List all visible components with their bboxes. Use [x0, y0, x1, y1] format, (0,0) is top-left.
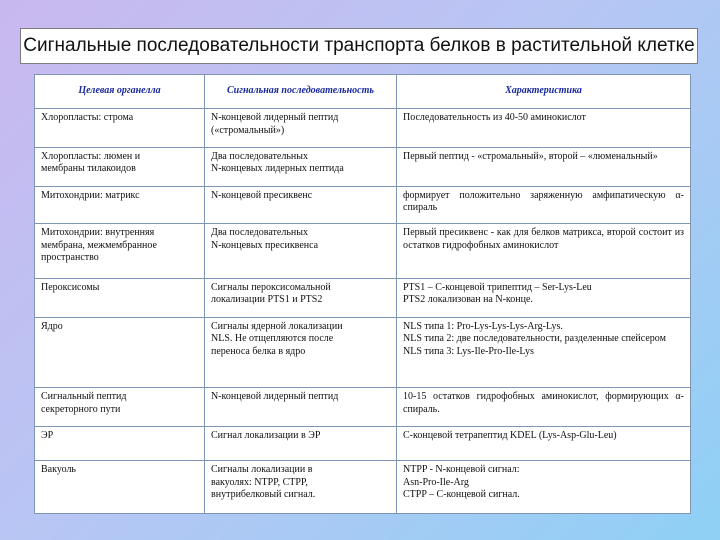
slide-title-text: Сигнальные последовательности транспорта белков в растительной клетке: [23, 35, 695, 56]
cell-text-line: Хлоропласты: люмен и: [41, 150, 141, 162]
cell-feature: [397, 147, 691, 186]
cell-text-line: Два последовательных: [211, 150, 308, 162]
table-row: [35, 186, 691, 224]
cell-text-line: Пероксисомы: [41, 281, 100, 293]
header-signal: Сигнальная последовательность: [205, 75, 397, 109]
cell-text-line: Митохондрии: внутренняя: [41, 227, 155, 239]
cell-signal: [205, 461, 397, 514]
cell-feature: [397, 278, 691, 317]
cell-organelle: [35, 109, 205, 148]
cell-text-line: Сигналы ядерной локализации: [211, 320, 343, 332]
cell-text-line: CTPP – C-концевой сигнал.: [403, 489, 520, 501]
cell-text-line: Сигналы локализации в: [211, 464, 313, 476]
cell-signal: [205, 186, 397, 224]
cell-text-line: NLS. Не отщепляются после: [211, 333, 334, 345]
cell-signal: [205, 278, 397, 317]
cell-text-line: N-концевой лидерный пептид: [211, 391, 339, 403]
cell-text-line: PTS2 локализован на N-конце.: [403, 294, 533, 306]
header-feature: Характеристика: [397, 75, 691, 109]
cell-signal: [205, 427, 397, 461]
cell-text-line: мембраны тилакоидов: [41, 163, 136, 175]
table-row: [35, 224, 691, 279]
cell-text-line: Последовательность из 40-50 аминокислот: [403, 112, 586, 123]
cell-organelle: [35, 317, 205, 388]
cell-text-line: Первый пептид - «стромальный», второй – «люменальный»: [403, 150, 658, 162]
cell-text-line: Сигнальный пептид: [41, 391, 127, 403]
cell-signal: [205, 388, 397, 427]
cell-text-line: NLS типа 1: Pro-Lys-Lys-Lys-Arg-Lys.: [403, 320, 563, 332]
header-organelle: Целевая органелла: [35, 75, 205, 109]
cell-organelle: [35, 278, 205, 317]
cell-text-line: Сигнал локализации в ЭР: [211, 430, 321, 442]
table-row: [35, 317, 691, 388]
cell-text-line: Ядро: [41, 320, 63, 332]
table-row: [35, 461, 691, 514]
signal-table-container: [34, 74, 690, 514]
cell-feature: [397, 388, 691, 427]
cell-text-line: NLS типа 3: Lys-Ile-Pro-Ile-Lys: [403, 345, 534, 357]
cell-signal: [205, 224, 397, 279]
cell-text-line: NLS типа 2: две последовательности, разделенные спейсером: [403, 333, 666, 345]
cell-signal: [205, 147, 397, 186]
cell-text-line: N-концевой лидерный пептид: [211, 112, 339, 123]
cell-text-line: С-концевой тетрапептид KDEL (Lys-Asp-Glu-Leu): [403, 430, 617, 442]
cell-text-line: Сигналы пероксисомальной: [211, 281, 331, 293]
cell-text-line: Хлоропласты: строма: [41, 112, 134, 123]
cell-organelle: [35, 427, 205, 461]
cell-text-line: вакуолях: NTPP, CTPP,: [211, 476, 308, 488]
cell-text-line: 10-15 остатков гидрофобных аминокислот, формирующих α-спираль.: [403, 391, 684, 415]
cell-text-line: пространство: [41, 252, 99, 264]
cell-text-line: N-концевых пресиквенса: [211, 239, 319, 251]
cell-text-line: Asn-Pro-Ile-Arg: [403, 476, 469, 488]
cell-organelle: [35, 461, 205, 514]
cell-text-line: Два последовательных: [211, 227, 308, 239]
cell-signal: [205, 109, 397, 148]
table-row: [35, 388, 691, 427]
cell-text-line: («стромальный»): [211, 124, 285, 136]
cell-feature: [397, 317, 691, 388]
cell-text-line: внутрибелковый сигнал.: [211, 489, 316, 501]
cell-organelle: [35, 147, 205, 186]
cell-organelle: [35, 186, 205, 224]
cell-organelle: [35, 224, 205, 279]
cell-text-line: N-концевых лидерных пептида: [211, 163, 344, 175]
cell-text-line: формирует положительно заряженную амфипатическую α-спираль: [403, 189, 684, 214]
signal-table: [34, 74, 691, 514]
cell-feature: [397, 427, 691, 461]
cell-text-line: N-концевой пресиквенс: [211, 189, 313, 201]
table-row: [35, 278, 691, 317]
table-row: [35, 427, 691, 461]
table-header-row: [35, 75, 691, 109]
cell-text-line: секреторного пути: [41, 403, 121, 415]
table-row: [35, 147, 691, 186]
cell-feature: [397, 461, 691, 514]
cell-feature: [397, 224, 691, 279]
cell-text-line: мембрана, межмембранное: [41, 239, 157, 251]
table-row: [35, 109, 691, 148]
cell-text-line: переноса белка в ядро: [211, 345, 306, 357]
cell-text-line: ЭР: [41, 430, 54, 442]
cell-signal: [205, 317, 397, 388]
cell-text-line: Вакуоль: [41, 464, 76, 476]
cell-organelle: [35, 388, 205, 427]
slide-title: [20, 28, 698, 64]
cell-text-line: NTPP - N-концевой сигнал:: [403, 464, 520, 476]
cell-text-line: Первый пресиквенс - как для белков матрикса, второй состоит из остатков гидрофобных аминокислот: [403, 227, 684, 251]
cell-text-line: локализации PTS1 и PTS2: [211, 294, 323, 306]
cell-feature: [397, 186, 691, 224]
cell-text-line: Митохондрии: матрикс: [41, 189, 140, 201]
cell-feature: [397, 109, 691, 148]
cell-text-line: PTS1 – C-концевой трипептид – Ser-Lys-Leu: [403, 281, 592, 293]
